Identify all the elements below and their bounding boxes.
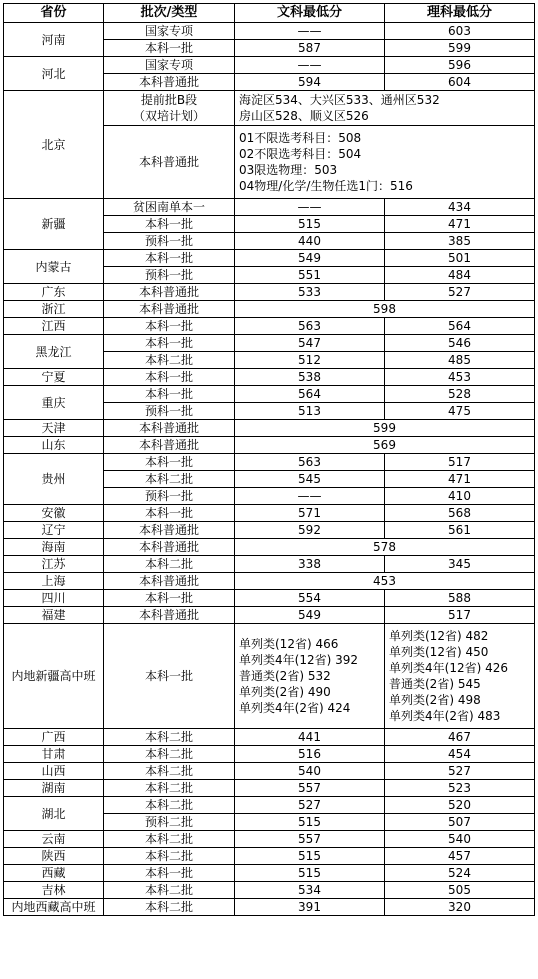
batch-cell: 本科普通批 <box>104 573 235 590</box>
batch-cell: 本科二批 <box>104 746 235 763</box>
batch-cell: 本科二批 <box>104 471 235 488</box>
li-score-cell: 604 <box>385 74 535 91</box>
province-cell: 安徽 <box>4 505 104 522</box>
table-row <box>4 607 535 624</box>
batch-cell: 本科普通批 <box>104 607 235 624</box>
batch-cell: 本科普通批 <box>104 522 235 539</box>
batch-cell: 本科一批 <box>104 386 235 403</box>
table-row <box>4 250 535 267</box>
batch-cell: 预科一批 <box>104 267 235 284</box>
province-cell: 海南 <box>4 539 104 556</box>
wen-score-cell: 564 <box>235 386 385 403</box>
li-score-cell: 524 <box>385 865 535 882</box>
batch-cell: 本科二批 <box>104 780 235 797</box>
merged-score-cell: 599 <box>235 420 535 437</box>
batch-cell: 本科二批 <box>104 729 235 746</box>
table-row <box>4 386 535 403</box>
province-cell: 四川 <box>4 590 104 607</box>
li-score-cell: 599 <box>385 40 535 57</box>
li-score-cell: 603 <box>385 23 535 40</box>
header-li-score: 理科最低分 <box>385 4 535 23</box>
header-province: 省份 <box>4 4 104 23</box>
header-row <box>4 4 535 23</box>
li-score-cell: 505 <box>385 882 535 899</box>
li-score-cell: 单列类(12省) 482 单列类(12省) 450 单列类4年(12省) 426 普通类(2省) 545 单列类(2省) 498 单列类4年(2省) 483 <box>385 624 535 729</box>
batch-cell: 本科一批 <box>104 624 235 729</box>
table-row <box>4 301 535 318</box>
province-cell: 重庆 <box>4 386 104 420</box>
li-score-cell: 561 <box>385 522 535 539</box>
batch-cell: 预科一批 <box>104 488 235 505</box>
table-row <box>4 573 535 590</box>
li-score-cell: 475 <box>385 403 535 420</box>
batch-cell: 本科普通批 <box>104 74 235 91</box>
province-cell: 黑龙江 <box>4 335 104 369</box>
batch-cell: 本科一批 <box>104 505 235 522</box>
li-score-cell: 588 <box>385 590 535 607</box>
wen-score-cell: 515 <box>235 848 385 865</box>
li-score-cell: 517 <box>385 607 535 624</box>
batch-cell: 本科二批 <box>104 882 235 899</box>
table-row <box>4 539 535 556</box>
batch-cell: 本科一批 <box>104 369 235 386</box>
wen-score-cell: 540 <box>235 763 385 780</box>
batch-cell: 本科一批 <box>104 250 235 267</box>
province-cell: 福建 <box>4 607 104 624</box>
table-row <box>4 284 535 301</box>
wen-score-cell: 391 <box>235 899 385 916</box>
merged-score-cell: 578 <box>235 539 535 556</box>
table-row <box>4 57 535 74</box>
table-row <box>4 831 535 848</box>
table-row <box>4 199 535 216</box>
province-cell: 广东 <box>4 284 104 301</box>
table-row <box>4 848 535 865</box>
li-score-cell: 540 <box>385 831 535 848</box>
wen-score-cell: —— <box>235 23 385 40</box>
batch-cell: 本科二批 <box>104 848 235 865</box>
batch-cell: 本科一批 <box>104 40 235 57</box>
wen-score-cell: 单列类(12省) 466 单列类4年(12省) 392 普通类(2省) 532 单列类(2省) 490 单列类4年(2省) 424 <box>235 624 385 729</box>
province-cell: 河南 <box>4 23 104 57</box>
table-row <box>4 556 535 573</box>
wen-score-cell: —— <box>235 488 385 505</box>
table-row <box>4 454 535 471</box>
table-row <box>4 746 535 763</box>
wen-score-cell: 594 <box>235 74 385 91</box>
wen-score-cell: 557 <box>235 780 385 797</box>
batch-cell: 本科二批 <box>104 797 235 814</box>
province-cell: 宁夏 <box>4 369 104 386</box>
province-cell: 辽宁 <box>4 522 104 539</box>
li-score-cell: 454 <box>385 746 535 763</box>
province-cell: 内蒙古 <box>4 250 104 284</box>
province-cell: 内地新疆高中班 <box>4 624 104 729</box>
li-score-cell: 520 <box>385 797 535 814</box>
batch-cell: 预科一批 <box>104 403 235 420</box>
province-cell: 新疆 <box>4 199 104 250</box>
li-score-cell: 507 <box>385 814 535 831</box>
wen-score-cell: 538 <box>235 369 385 386</box>
li-score-cell: 471 <box>385 471 535 488</box>
table-row <box>4 505 535 522</box>
batch-cell: 本科二批 <box>104 556 235 573</box>
batch-cell: 本科一批 <box>104 318 235 335</box>
province-cell: 河北 <box>4 57 104 91</box>
batch-cell: 贫困南单本一 <box>104 199 235 216</box>
li-score-cell: 457 <box>385 848 535 865</box>
batch-cell: 本科一批 <box>104 590 235 607</box>
wen-score-cell: 587 <box>235 40 385 57</box>
li-score-cell: 546 <box>385 335 535 352</box>
table-row <box>4 437 535 454</box>
province-cell: 西藏 <box>4 865 104 882</box>
li-score-cell: 527 <box>385 284 535 301</box>
table-row <box>4 899 535 916</box>
wen-score-cell: 533 <box>235 284 385 301</box>
table-row <box>4 865 535 882</box>
merged-score-cell: 598 <box>235 301 535 318</box>
li-score-cell: 596 <box>385 57 535 74</box>
table-row <box>4 729 535 746</box>
merged-score-cell: 569 <box>235 437 535 454</box>
province-cell: 贵州 <box>4 454 104 505</box>
li-score-cell: 320 <box>385 899 535 916</box>
table-row <box>4 882 535 899</box>
li-score-cell: 345 <box>385 556 535 573</box>
batch-cell: 本科普通批 <box>104 284 235 301</box>
merged-score-cell: 01不限选考科目：508 02不限选考科目：504 03限选物理：503 04物理/化学/生物任选1门：516 <box>235 126 535 199</box>
wen-score-cell: 563 <box>235 454 385 471</box>
province-cell: 云南 <box>4 831 104 848</box>
province-cell: 浙江 <box>4 301 104 318</box>
table-row <box>4 522 535 539</box>
batch-cell: 本科一批 <box>104 335 235 352</box>
province-cell: 广西 <box>4 729 104 746</box>
batch-cell: 本科普通批 <box>104 301 235 318</box>
li-score-cell: 523 <box>385 780 535 797</box>
li-score-cell: 410 <box>385 488 535 505</box>
batch-cell: 预科二批 <box>104 814 235 831</box>
province-cell: 湖北 <box>4 797 104 831</box>
merged-score-cell: 海淀区534、大兴区533、通州区532 房山区528、顺义区526 <box>235 91 535 126</box>
li-score-cell: 485 <box>385 352 535 369</box>
header-batch: 批次/类型 <box>104 4 235 23</box>
batch-cell: 本科二批 <box>104 831 235 848</box>
table-row <box>4 590 535 607</box>
province-cell: 陕西 <box>4 848 104 865</box>
li-score-cell: 527 <box>385 763 535 780</box>
batch-cell: 国家专项 <box>104 57 235 74</box>
table-row <box>4 335 535 352</box>
batch-cell: 本科一批 <box>104 454 235 471</box>
li-score-cell: 471 <box>385 216 535 233</box>
batch-cell: 本科普通批 <box>104 437 235 454</box>
batch-cell: 国家专项 <box>104 23 235 40</box>
wen-score-cell: 549 <box>235 250 385 267</box>
table-row <box>4 624 535 729</box>
li-score-cell: 467 <box>385 729 535 746</box>
table-row <box>4 420 535 437</box>
batch-cell: 本科普通批 <box>104 126 235 199</box>
batch-cell: 本科一批 <box>104 865 235 882</box>
wen-score-cell: 545 <box>235 471 385 488</box>
batch-cell: 本科普通批 <box>104 539 235 556</box>
batch-cell: 本科二批 <box>104 352 235 369</box>
li-score-cell: 385 <box>385 233 535 250</box>
wen-score-cell: —— <box>235 57 385 74</box>
province-cell: 江苏 <box>4 556 104 573</box>
li-score-cell: 568 <box>385 505 535 522</box>
province-cell: 湖南 <box>4 780 104 797</box>
province-cell: 天津 <box>4 420 104 437</box>
admission-scores-table <box>3 3 535 916</box>
wen-score-cell: 563 <box>235 318 385 335</box>
wen-score-cell: 554 <box>235 590 385 607</box>
merged-score-cell: 453 <box>235 573 535 590</box>
wen-score-cell: 515 <box>235 814 385 831</box>
province-cell: 吉林 <box>4 882 104 899</box>
li-score-cell: 528 <box>385 386 535 403</box>
wen-score-cell: 551 <box>235 267 385 284</box>
batch-cell: 本科二批 <box>104 763 235 780</box>
province-cell: 上海 <box>4 573 104 590</box>
li-score-cell: 501 <box>385 250 535 267</box>
wen-score-cell: 534 <box>235 882 385 899</box>
wen-score-cell: 527 <box>235 797 385 814</box>
wen-score-cell: 516 <box>235 746 385 763</box>
province-cell: 内地西藏高中班 <box>4 899 104 916</box>
wen-score-cell: —— <box>235 199 385 216</box>
wen-score-cell: 592 <box>235 522 385 539</box>
li-score-cell: 484 <box>385 267 535 284</box>
wen-score-cell: 547 <box>235 335 385 352</box>
wen-score-cell: 440 <box>235 233 385 250</box>
batch-cell: 提前批B段 （双培计划） <box>104 91 235 126</box>
header-wen-score: 文科最低分 <box>235 4 385 23</box>
wen-score-cell: 557 <box>235 831 385 848</box>
wen-score-cell: 515 <box>235 216 385 233</box>
table-row <box>4 369 535 386</box>
province-cell: 甘肃 <box>4 746 104 763</box>
li-score-cell: 564 <box>385 318 535 335</box>
wen-score-cell: 441 <box>235 729 385 746</box>
batch-cell: 本科一批 <box>104 216 235 233</box>
table-row <box>4 91 535 126</box>
batch-cell: 本科二批 <box>104 899 235 916</box>
wen-score-cell: 549 <box>235 607 385 624</box>
li-score-cell: 453 <box>385 369 535 386</box>
province-cell: 山西 <box>4 763 104 780</box>
li-score-cell: 517 <box>385 454 535 471</box>
table-row <box>4 318 535 335</box>
wen-score-cell: 515 <box>235 865 385 882</box>
wen-score-cell: 512 <box>235 352 385 369</box>
table-row <box>4 780 535 797</box>
table-row <box>4 797 535 814</box>
province-cell: 山东 <box>4 437 104 454</box>
province-cell: 北京 <box>4 91 104 199</box>
batch-cell: 预科一批 <box>104 233 235 250</box>
wen-score-cell: 571 <box>235 505 385 522</box>
wen-score-cell: 338 <box>235 556 385 573</box>
batch-cell: 本科普通批 <box>104 420 235 437</box>
table-row <box>4 23 535 40</box>
table-row <box>4 763 535 780</box>
wen-score-cell: 513 <box>235 403 385 420</box>
province-cell: 江西 <box>4 318 104 335</box>
li-score-cell: 434 <box>385 199 535 216</box>
